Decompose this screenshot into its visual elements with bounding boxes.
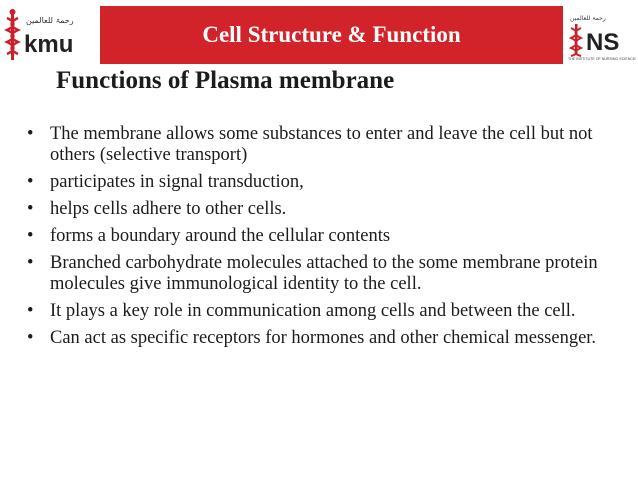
bullet-marker: • (27, 253, 34, 273)
bullet-marker: • (27, 172, 34, 192)
kmu-logo (2, 6, 98, 64)
bullet-item (24, 172, 624, 193)
caduceus-icon (571, 24, 581, 56)
bullet-item (24, 199, 624, 220)
bullet-text: forms a boundary around the cellular contents (50, 226, 391, 246)
bullet-text: Can act as specific receptors for hormones and other chemical messenger. (50, 328, 597, 348)
bullet-item (24, 226, 624, 247)
bullet-marker: • (27, 226, 34, 246)
bullet-item (24, 253, 624, 295)
svg-text:رحمۃ للعالمین: رحمۃ للعالمین (26, 16, 74, 25)
slide-title: Functions of Plasma membrane (56, 67, 395, 94)
bullet-text: It plays a key role in communication among cells and between the cell. (50, 301, 576, 321)
caduceus-icon (7, 9, 18, 60)
svg-text:NS: NS (586, 29, 620, 56)
svg-text:رحمۃ للعالمین: رحمۃ للعالمین (570, 15, 606, 22)
bullet-marker: • (27, 124, 34, 144)
bullet-item (24, 124, 624, 166)
bullet-marker: • (27, 199, 34, 219)
bullet-text: Branched carbohydrate molecules attached to the some membrane protein molecules give immunological identity to the cell. (50, 253, 598, 294)
bullet-list (24, 124, 624, 355)
bullet-text: participates in signal transduction, (50, 172, 304, 192)
svg-text:kmu: kmu (24, 31, 74, 58)
svg-text:THE INSTITUTE OF NURSING SCIEN: THE INSTITUTE OF NURSING SCIENCES (568, 57, 636, 61)
bullet-marker: • (27, 301, 34, 321)
bullet-text: The membrane allows some substances to enter and leave the cell but not others (selective transport) (50, 124, 593, 165)
bullet-item (24, 301, 624, 322)
bullet-item (24, 328, 624, 349)
banner-title: Cell Structure & Function (202, 22, 461, 47)
bullet-marker: • (27, 328, 34, 348)
ins-logo (566, 6, 636, 64)
bullet-text: helps cells adhere to other cells. (50, 199, 287, 219)
